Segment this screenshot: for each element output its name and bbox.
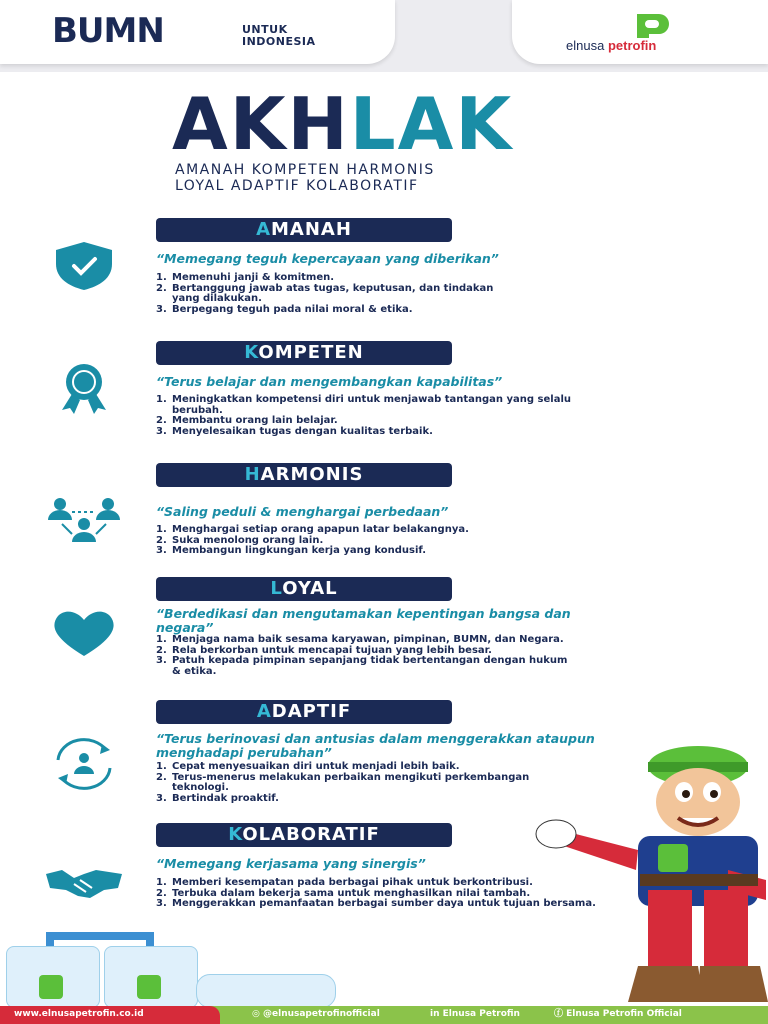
linkedin-icon: in	[430, 1009, 440, 1019]
value-quote: “Memegang teguh kepercayaan yang diberikan”	[156, 251, 499, 266]
list-item: 1. Cepat menyesuaikan diri untuk menjadi lebih baik.	[156, 761, 460, 772]
instagram-handle: @elnusapetrofinofficial	[263, 1009, 380, 1019]
subtitle-line1: AMANAH KOMPETEN HARMONIS	[175, 162, 435, 178]
list-item: 1. Memenuhi janji & komitmen.	[156, 272, 335, 283]
value-rest: OMPETEN	[258, 342, 364, 363]
list-item: 3. Berpegang teguh pada nilai moral & etika.	[156, 303, 413, 315]
elnusa-mark-icon	[633, 12, 673, 38]
value-header-amanah	[156, 218, 452, 242]
list-item: 3. Menggerakkan pemanfaatan berbagai sumber daya untuk tujuan bersama.	[156, 898, 596, 910]
footer-instagram[interactable]	[252, 1008, 380, 1020]
bumn-logo: BUMN	[52, 11, 164, 51]
linkedin-handle: Elnusa Petrofin	[442, 1009, 520, 1019]
bumn-logo-panel	[0, 0, 395, 64]
list-item: 2. Terbuka dalam bekerja sama untuk menghasilkan nilai tambah.	[156, 887, 531, 899]
value-quote: “Saling peduli & menghargai perbedaan”	[156, 504, 449, 519]
list-item: 3. Patuh kepada pimpinan sepanjang tidak bertentangan dengan hukum & etika.	[156, 655, 568, 677]
value-header-harmonis	[156, 463, 452, 487]
list-item: 2. Terus-menerus melakukan perbaikan mengikuti perkembangan teknologi.	[156, 771, 530, 794]
value-initial: H	[244, 464, 261, 485]
footer-linkedin[interactable]	[430, 1008, 520, 1020]
value-rest: OYAL	[282, 578, 338, 599]
title-part-teal: LAK	[349, 82, 514, 166]
value-header-kolaboratif	[156, 823, 452, 847]
value-rest: MANAH	[271, 219, 352, 240]
list-item: 1. Menghargai setiap orang apapun latar belakangnya.	[156, 524, 469, 535]
title-part-dark: AKH	[172, 82, 350, 166]
bumn-tagline-line1: UNTUK	[242, 23, 288, 36]
value-list-kompeten	[156, 395, 656, 437]
storage-tank	[6, 946, 100, 1008]
elnusa-logo-panel	[512, 0, 768, 64]
value-initial: A	[256, 219, 272, 240]
value-initial: A	[256, 701, 272, 722]
value-quote: “Memegang kerjasama yang sinergis”	[156, 856, 426, 871]
bumn-tagline	[242, 24, 316, 48]
petrofin-word: petrofin	[607, 38, 657, 53]
list-item: 3. Membangun lingkungan kerja yang kondusif.	[156, 545, 426, 557]
elnusa-wordmark	[566, 38, 656, 53]
list-item: 2. Rela berkorban untuk mencapai tujuan yang lebih besar.	[156, 644, 492, 656]
list-item: 2. Membantu orang lain belajar.	[156, 415, 338, 427]
pipe	[46, 932, 154, 940]
mascot-worker-icon	[528, 740, 768, 1006]
list-item: 1. Meningkatkan kompetensi diri untuk menjawab tantangan yang selalu berubah.	[156, 394, 571, 416]
tank-logo-icon	[137, 975, 161, 999]
akhlak-subtitle	[175, 162, 435, 194]
person-cycle-icon	[44, 736, 124, 792]
value-quote: “Terus berinovasi dan antusias dalam menggerakkan ataupun menghadapi perubahan”	[156, 731, 595, 760]
facebook-handle: Elnusa Petrofin Official	[566, 1009, 682, 1019]
value-list-amanah	[156, 273, 656, 315]
bumn-tagline-line2: INDONESIA	[242, 35, 316, 48]
list-item: 3. Bertindak proaktif.	[156, 792, 279, 804]
instagram-icon: ◎	[252, 1009, 260, 1019]
storage-tank	[104, 946, 198, 1008]
list-item: 1. Memberi kesempatan pada berbagai pihak untuk berkontribusi.	[156, 877, 533, 888]
tank-logo-icon	[39, 975, 63, 999]
value-header-loyal	[156, 577, 452, 601]
value-rest: OLABORATIF	[242, 824, 380, 845]
tank-truck	[196, 974, 336, 1008]
value-rest: ARMONIS	[260, 464, 364, 485]
akhlak-title	[172, 84, 513, 164]
value-initial: K	[244, 342, 259, 363]
value-list-loyal	[156, 635, 656, 677]
list-item: 2. Bertanggung jawab atas tugas, keputusan, dan tindakan yang dilakukan.	[156, 282, 494, 305]
value-quote: “Terus belajar dan mengembangkan kapabilitas”	[156, 374, 503, 389]
elnusa-word: elnusa	[566, 38, 605, 53]
value-quote: “Berdedikasi dan mengutamakan kepentingan bangsa dan negara”	[156, 606, 571, 635]
value-list-harmonis	[156, 525, 656, 557]
footer-website-link[interactable]: www.elnusapetrofin.co.id	[14, 1009, 144, 1019]
shield-check-icon	[44, 238, 124, 294]
value-initial: L	[270, 578, 283, 599]
subtitle-line2: LOYAL ADAPTIF KOLABORATIF	[175, 178, 419, 194]
value-header-kompeten	[156, 341, 452, 365]
facebook-icon: ⓕ	[554, 1009, 564, 1019]
award-ribbon-icon	[44, 360, 124, 416]
value-rest: DAPTIF	[271, 701, 352, 722]
footer-facebook[interactable]	[554, 1008, 682, 1020]
value-initial: K	[228, 824, 243, 845]
handshake-icon	[44, 856, 124, 912]
people-network-icon	[44, 494, 124, 550]
list-item: 1. Menjaga nama baik sesama karyawan, pimpinan, BUMN, dan Negara.	[156, 634, 564, 645]
list-item: 3. Menyelesaikan tugas dengan kualitas terbaik.	[156, 425, 433, 437]
list-item: 2. Suka menolong orang lain.	[156, 534, 324, 546]
value-header-adaptif	[156, 700, 452, 724]
heart-icon	[44, 606, 124, 662]
